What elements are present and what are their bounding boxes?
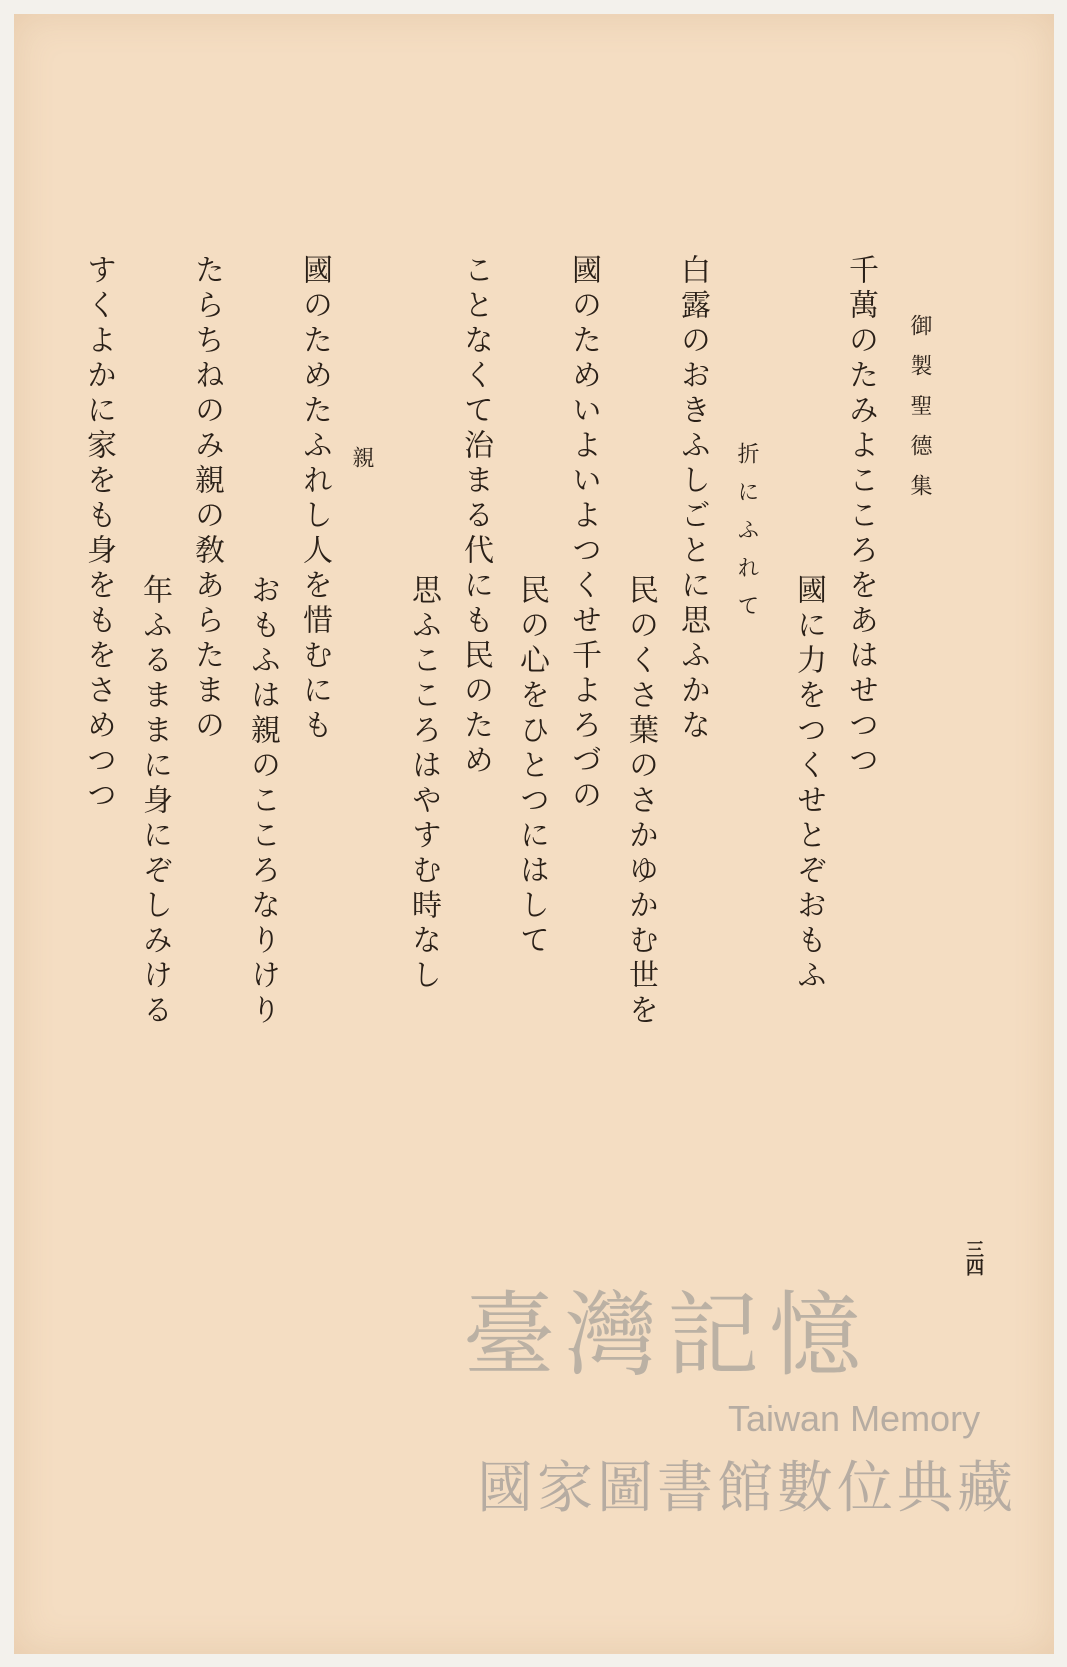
poem-line: 白露のおきふしごとに思ふかな — [675, 254, 710, 744]
book-title: 御製聖德集 — [907, 314, 932, 514]
watermark-organization: 國家圖書館數位典藏 — [477, 1456, 1017, 1521]
poem-line: 國のためいよいよつくせ千よろづの — [566, 254, 601, 814]
poem-line: 千萬のたみよこころをあはせつつ — [843, 254, 878, 779]
section-heading: 親 — [349, 446, 374, 484]
poem-line: たらちねのみ親の敎あらたまの — [189, 254, 224, 744]
watermark-english: Taiwan Memory — [728, 1398, 981, 1439]
poem-line: 民の心をひとつにはして — [514, 574, 549, 959]
poem-line: 年ふるままに身にぞしみける — [137, 574, 172, 1029]
poem-line: おもふは親のこころなりけり — [245, 574, 280, 1029]
poem-line: 思ふこころはやすむ時なし — [406, 574, 441, 994]
poem-line: 國に力をつくせとぞおもふ — [791, 574, 826, 994]
poem-line: 國のためたふれし人を惜むにも — [297, 254, 332, 744]
poem-line: ことなくて治まる代にも民のため — [458, 254, 493, 779]
poem-line: すくよかに家をも身をもをさめつつ — [81, 254, 116, 814]
page-number: 三四 — [963, 1240, 984, 1276]
section-heading: 折にふれて — [734, 442, 759, 632]
poem-line: 民のくさ葉のさかゆかむ世を — [623, 574, 658, 1029]
watermark-calligraphy: 臺灣記憶 — [463, 1282, 872, 1389]
